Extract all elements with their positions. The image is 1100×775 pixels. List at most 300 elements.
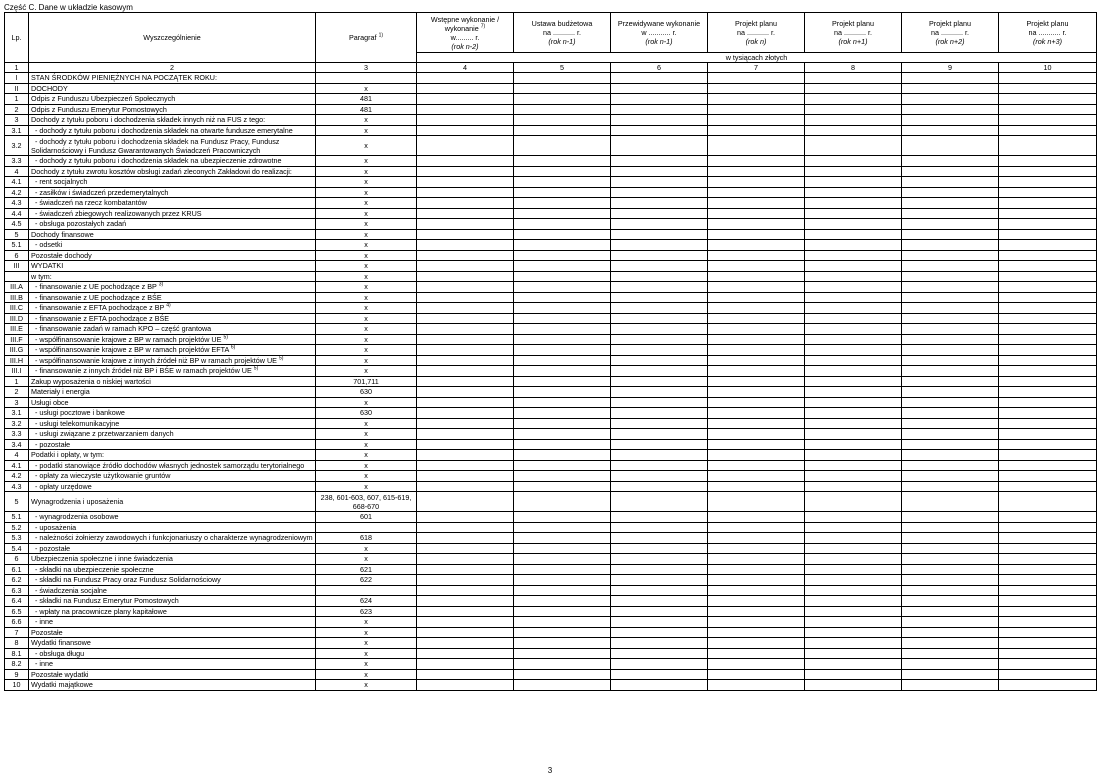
- value-cell[interactable]: [708, 564, 805, 575]
- value-cell[interactable]: [611, 115, 708, 126]
- value-cell[interactable]: [708, 292, 805, 303]
- value-cell[interactable]: [417, 564, 514, 575]
- value-cell[interactable]: [514, 334, 611, 345]
- value-cell[interactable]: [708, 83, 805, 94]
- value-cell[interactable]: [417, 282, 514, 293]
- value-cell[interactable]: [805, 492, 902, 512]
- value-cell[interactable]: [708, 125, 805, 136]
- value-cell[interactable]: [902, 282, 999, 293]
- value-cell[interactable]: [708, 627, 805, 638]
- value-cell[interactable]: [902, 669, 999, 680]
- value-cell[interactable]: [805, 512, 902, 523]
- value-cell[interactable]: [805, 303, 902, 314]
- value-cell[interactable]: [514, 439, 611, 450]
- value-cell[interactable]: [708, 198, 805, 209]
- value-cell[interactable]: [902, 659, 999, 670]
- value-cell[interactable]: [999, 303, 1097, 314]
- value-cell[interactable]: [805, 376, 902, 387]
- value-cell[interactable]: [611, 617, 708, 628]
- value-cell[interactable]: [902, 261, 999, 272]
- value-cell[interactable]: [805, 418, 902, 429]
- value-cell[interactable]: [999, 522, 1097, 533]
- value-cell[interactable]: [999, 187, 1097, 198]
- value-cell[interactable]: [708, 187, 805, 198]
- value-cell[interactable]: [805, 313, 902, 324]
- value-cell[interactable]: [417, 627, 514, 638]
- value-cell[interactable]: [999, 564, 1097, 575]
- value-cell[interactable]: [805, 408, 902, 419]
- value-cell[interactable]: [902, 680, 999, 691]
- value-cell[interactable]: [999, 292, 1097, 303]
- value-cell[interactable]: [514, 229, 611, 240]
- value-cell[interactable]: [999, 94, 1097, 105]
- value-cell[interactable]: [514, 397, 611, 408]
- value-cell[interactable]: [805, 292, 902, 303]
- value-cell[interactable]: [902, 355, 999, 366]
- value-cell[interactable]: [514, 606, 611, 617]
- value-cell[interactable]: [999, 198, 1097, 209]
- value-cell[interactable]: [999, 250, 1097, 261]
- value-cell[interactable]: [708, 355, 805, 366]
- value-cell[interactable]: [611, 177, 708, 188]
- value-cell[interactable]: [611, 83, 708, 94]
- value-cell[interactable]: [611, 492, 708, 512]
- value-cell[interactable]: [805, 156, 902, 167]
- value-cell[interactable]: [902, 166, 999, 177]
- value-cell[interactable]: [805, 136, 902, 156]
- value-cell[interactable]: [417, 543, 514, 554]
- value-cell[interactable]: [417, 429, 514, 440]
- value-cell[interactable]: [708, 522, 805, 533]
- value-cell[interactable]: [417, 418, 514, 429]
- value-cell[interactable]: [611, 471, 708, 482]
- value-cell[interactable]: [514, 408, 611, 419]
- value-cell[interactable]: [902, 177, 999, 188]
- value-cell[interactable]: [805, 429, 902, 440]
- value-cell[interactable]: [999, 533, 1097, 544]
- value-cell[interactable]: [611, 680, 708, 691]
- value-cell[interactable]: [611, 596, 708, 607]
- value-cell[interactable]: [902, 418, 999, 429]
- value-cell[interactable]: [514, 104, 611, 115]
- value-cell[interactable]: [708, 136, 805, 156]
- value-cell[interactable]: [805, 261, 902, 272]
- value-cell[interactable]: [708, 585, 805, 596]
- value-cell[interactable]: [902, 250, 999, 261]
- value-cell[interactable]: [611, 512, 708, 523]
- value-cell[interactable]: [708, 219, 805, 230]
- value-cell[interactable]: [514, 366, 611, 377]
- value-cell[interactable]: [805, 554, 902, 565]
- value-cell[interactable]: [611, 366, 708, 377]
- value-cell[interactable]: [708, 492, 805, 512]
- value-cell[interactable]: [999, 439, 1097, 450]
- value-cell[interactable]: [611, 418, 708, 429]
- value-cell[interactable]: [902, 585, 999, 596]
- value-cell[interactable]: [902, 471, 999, 482]
- value-cell[interactable]: [708, 418, 805, 429]
- value-cell[interactable]: [902, 73, 999, 84]
- value-cell[interactable]: [417, 533, 514, 544]
- value-cell[interactable]: [514, 250, 611, 261]
- value-cell[interactable]: [514, 418, 611, 429]
- value-cell[interactable]: [611, 460, 708, 471]
- value-cell[interactable]: [514, 166, 611, 177]
- value-cell[interactable]: [514, 115, 611, 126]
- value-cell[interactable]: [805, 481, 902, 492]
- value-cell[interactable]: [514, 156, 611, 167]
- value-cell[interactable]: [708, 166, 805, 177]
- value-cell[interactable]: [417, 376, 514, 387]
- value-cell[interactable]: [708, 397, 805, 408]
- value-cell[interactable]: [708, 240, 805, 251]
- value-cell[interactable]: [805, 638, 902, 649]
- value-cell[interactable]: [902, 492, 999, 512]
- value-cell[interactable]: [708, 638, 805, 649]
- value-cell[interactable]: [902, 208, 999, 219]
- value-cell[interactable]: [805, 669, 902, 680]
- value-cell[interactable]: [805, 366, 902, 377]
- value-cell[interactable]: [902, 313, 999, 324]
- value-cell[interactable]: [999, 627, 1097, 638]
- value-cell[interactable]: [611, 261, 708, 272]
- value-cell[interactable]: [611, 659, 708, 670]
- value-cell[interactable]: [611, 282, 708, 293]
- value-cell[interactable]: [417, 292, 514, 303]
- value-cell[interactable]: [902, 125, 999, 136]
- value-cell[interactable]: [999, 648, 1097, 659]
- value-cell[interactable]: [417, 240, 514, 251]
- value-cell[interactable]: [708, 156, 805, 167]
- value-cell[interactable]: [708, 334, 805, 345]
- value-cell[interactable]: [708, 471, 805, 482]
- value-cell[interactable]: [417, 387, 514, 398]
- value-cell[interactable]: [805, 94, 902, 105]
- value-cell[interactable]: [902, 627, 999, 638]
- value-cell[interactable]: [417, 187, 514, 198]
- value-cell[interactable]: [805, 522, 902, 533]
- value-cell[interactable]: [708, 282, 805, 293]
- value-cell[interactable]: [902, 617, 999, 628]
- value-cell[interactable]: [902, 439, 999, 450]
- value-cell[interactable]: [708, 481, 805, 492]
- value-cell[interactable]: [514, 585, 611, 596]
- value-cell[interactable]: [805, 208, 902, 219]
- value-cell[interactable]: [611, 408, 708, 419]
- value-cell[interactable]: [708, 250, 805, 261]
- value-cell[interactable]: [999, 73, 1097, 84]
- value-cell[interactable]: [902, 366, 999, 377]
- value-cell[interactable]: [611, 387, 708, 398]
- value-cell[interactable]: [417, 250, 514, 261]
- value-cell[interactable]: [611, 345, 708, 356]
- value-cell[interactable]: [708, 115, 805, 126]
- value-cell[interactable]: [514, 345, 611, 356]
- value-cell[interactable]: [708, 439, 805, 450]
- value-cell[interactable]: [514, 292, 611, 303]
- value-cell[interactable]: [708, 366, 805, 377]
- value-cell[interactable]: [514, 282, 611, 293]
- value-cell[interactable]: [611, 187, 708, 198]
- value-cell[interactable]: [514, 669, 611, 680]
- value-cell[interactable]: [805, 355, 902, 366]
- value-cell[interactable]: [999, 617, 1097, 628]
- value-cell[interactable]: [902, 554, 999, 565]
- value-cell[interactable]: [999, 282, 1097, 293]
- value-cell[interactable]: [417, 303, 514, 314]
- value-cell[interactable]: [902, 94, 999, 105]
- value-cell[interactable]: [805, 177, 902, 188]
- value-cell[interactable]: [417, 492, 514, 512]
- value-cell[interactable]: [417, 575, 514, 586]
- value-cell[interactable]: [999, 104, 1097, 115]
- value-cell[interactable]: [611, 522, 708, 533]
- value-cell[interactable]: [514, 324, 611, 335]
- value-cell[interactable]: [805, 125, 902, 136]
- value-cell[interactable]: [902, 397, 999, 408]
- value-cell[interactable]: [417, 219, 514, 230]
- value-cell[interactable]: [417, 659, 514, 670]
- value-cell[interactable]: [611, 481, 708, 492]
- value-cell[interactable]: [902, 115, 999, 126]
- value-cell[interactable]: [417, 345, 514, 356]
- value-cell[interactable]: [999, 271, 1097, 282]
- value-cell[interactable]: [902, 512, 999, 523]
- value-cell[interactable]: [514, 261, 611, 272]
- value-cell[interactable]: [611, 450, 708, 461]
- value-cell[interactable]: [708, 533, 805, 544]
- value-cell[interactable]: [902, 334, 999, 345]
- value-cell[interactable]: [805, 334, 902, 345]
- value-cell[interactable]: [805, 104, 902, 115]
- value-cell[interactable]: [611, 292, 708, 303]
- value-cell[interactable]: [708, 324, 805, 335]
- value-cell[interactable]: [611, 669, 708, 680]
- value-cell[interactable]: [999, 83, 1097, 94]
- value-cell[interactable]: [999, 543, 1097, 554]
- value-cell[interactable]: [708, 303, 805, 314]
- value-cell[interactable]: [611, 229, 708, 240]
- value-cell[interactable]: [999, 229, 1097, 240]
- value-cell[interactable]: [417, 439, 514, 450]
- value-cell[interactable]: [902, 219, 999, 230]
- value-cell[interactable]: [514, 387, 611, 398]
- value-cell[interactable]: [611, 156, 708, 167]
- value-cell[interactable]: [611, 439, 708, 450]
- value-cell[interactable]: [805, 450, 902, 461]
- value-cell[interactable]: [708, 648, 805, 659]
- value-cell[interactable]: [514, 313, 611, 324]
- value-cell[interactable]: [999, 408, 1097, 419]
- value-cell[interactable]: [514, 355, 611, 366]
- value-cell[interactable]: [805, 166, 902, 177]
- value-cell[interactable]: [805, 439, 902, 450]
- value-cell[interactable]: [902, 376, 999, 387]
- value-cell[interactable]: [708, 104, 805, 115]
- value-cell[interactable]: [417, 397, 514, 408]
- value-cell[interactable]: [902, 648, 999, 659]
- value-cell[interactable]: [417, 481, 514, 492]
- value-cell[interactable]: [999, 680, 1097, 691]
- value-cell[interactable]: [805, 229, 902, 240]
- value-cell[interactable]: [902, 345, 999, 356]
- value-cell[interactable]: [708, 387, 805, 398]
- value-cell[interactable]: [902, 429, 999, 440]
- value-cell[interactable]: [514, 627, 611, 638]
- value-cell[interactable]: [999, 366, 1097, 377]
- value-cell[interactable]: [805, 387, 902, 398]
- value-cell[interactable]: [417, 125, 514, 136]
- value-cell[interactable]: [999, 512, 1097, 523]
- value-cell[interactable]: [999, 669, 1097, 680]
- value-cell[interactable]: [611, 575, 708, 586]
- value-cell[interactable]: [999, 460, 1097, 471]
- value-cell[interactable]: [611, 585, 708, 596]
- value-cell[interactable]: [999, 324, 1097, 335]
- value-cell[interactable]: [417, 460, 514, 471]
- value-cell[interactable]: [611, 564, 708, 575]
- value-cell[interactable]: [417, 73, 514, 84]
- value-cell[interactable]: [805, 606, 902, 617]
- value-cell[interactable]: [611, 533, 708, 544]
- value-cell[interactable]: [514, 376, 611, 387]
- value-cell[interactable]: [417, 638, 514, 649]
- value-cell[interactable]: [999, 481, 1097, 492]
- value-cell[interactable]: [805, 596, 902, 607]
- value-cell[interactable]: [708, 229, 805, 240]
- value-cell[interactable]: [417, 83, 514, 94]
- value-cell[interactable]: [708, 73, 805, 84]
- value-cell[interactable]: [805, 250, 902, 261]
- value-cell[interactable]: [611, 355, 708, 366]
- value-cell[interactable]: [805, 659, 902, 670]
- value-cell[interactable]: [805, 397, 902, 408]
- value-cell[interactable]: [999, 166, 1097, 177]
- value-cell[interactable]: [999, 334, 1097, 345]
- value-cell[interactable]: [514, 219, 611, 230]
- value-cell[interactable]: [805, 282, 902, 293]
- value-cell[interactable]: [999, 418, 1097, 429]
- value-cell[interactable]: [611, 397, 708, 408]
- value-cell[interactable]: [708, 94, 805, 105]
- value-cell[interactable]: [805, 648, 902, 659]
- value-cell[interactable]: [902, 292, 999, 303]
- value-cell[interactable]: [611, 136, 708, 156]
- value-cell[interactable]: [999, 575, 1097, 586]
- value-cell[interactable]: [514, 125, 611, 136]
- value-cell[interactable]: [611, 313, 708, 324]
- value-cell[interactable]: [999, 450, 1097, 461]
- value-cell[interactable]: [708, 429, 805, 440]
- value-cell[interactable]: [417, 324, 514, 335]
- value-cell[interactable]: [708, 177, 805, 188]
- value-cell[interactable]: [417, 450, 514, 461]
- value-cell[interactable]: [999, 376, 1097, 387]
- value-cell[interactable]: [417, 198, 514, 209]
- value-cell[interactable]: [805, 198, 902, 209]
- value-cell[interactable]: [611, 208, 708, 219]
- value-cell[interactable]: [611, 627, 708, 638]
- value-cell[interactable]: [611, 334, 708, 345]
- value-cell[interactable]: [999, 345, 1097, 356]
- value-cell[interactable]: [999, 429, 1097, 440]
- value-cell[interactable]: [999, 554, 1097, 565]
- value-cell[interactable]: [611, 606, 708, 617]
- value-cell[interactable]: [902, 187, 999, 198]
- value-cell[interactable]: [708, 345, 805, 356]
- value-cell[interactable]: [805, 680, 902, 691]
- value-cell[interactable]: [902, 460, 999, 471]
- value-cell[interactable]: [902, 596, 999, 607]
- value-cell[interactable]: [708, 659, 805, 670]
- value-cell[interactable]: [902, 638, 999, 649]
- value-cell[interactable]: [902, 543, 999, 554]
- value-cell[interactable]: [708, 680, 805, 691]
- value-cell[interactable]: [514, 177, 611, 188]
- value-cell[interactable]: [902, 606, 999, 617]
- value-cell[interactable]: [514, 533, 611, 544]
- value-cell[interactable]: [708, 543, 805, 554]
- value-cell[interactable]: [708, 596, 805, 607]
- value-cell[interactable]: [514, 198, 611, 209]
- value-cell[interactable]: [417, 669, 514, 680]
- value-cell[interactable]: [805, 543, 902, 554]
- value-cell[interactable]: [514, 303, 611, 314]
- value-cell[interactable]: [417, 648, 514, 659]
- value-cell[interactable]: [999, 219, 1097, 230]
- value-cell[interactable]: [611, 104, 708, 115]
- value-cell[interactable]: [708, 617, 805, 628]
- value-cell[interactable]: [708, 313, 805, 324]
- value-cell[interactable]: [708, 669, 805, 680]
- value-cell[interactable]: [805, 324, 902, 335]
- value-cell[interactable]: [999, 355, 1097, 366]
- value-cell[interactable]: [611, 376, 708, 387]
- value-cell[interactable]: [708, 606, 805, 617]
- value-cell[interactable]: [611, 166, 708, 177]
- value-cell[interactable]: [514, 471, 611, 482]
- value-cell[interactable]: [417, 617, 514, 628]
- value-cell[interactable]: [417, 104, 514, 115]
- value-cell[interactable]: [805, 271, 902, 282]
- value-cell[interactable]: [999, 638, 1097, 649]
- value-cell[interactable]: [417, 313, 514, 324]
- value-cell[interactable]: [805, 219, 902, 230]
- value-cell[interactable]: [805, 83, 902, 94]
- value-cell[interactable]: [514, 208, 611, 219]
- value-cell[interactable]: [611, 648, 708, 659]
- value-cell[interactable]: [999, 177, 1097, 188]
- value-cell[interactable]: [417, 271, 514, 282]
- value-cell[interactable]: [902, 408, 999, 419]
- value-cell[interactable]: [514, 83, 611, 94]
- value-cell[interactable]: [999, 313, 1097, 324]
- value-cell[interactable]: [902, 387, 999, 398]
- value-cell[interactable]: [514, 554, 611, 565]
- value-cell[interactable]: [417, 156, 514, 167]
- value-cell[interactable]: [708, 512, 805, 523]
- value-cell[interactable]: [805, 533, 902, 544]
- value-cell[interactable]: [611, 250, 708, 261]
- value-cell[interactable]: [514, 596, 611, 607]
- value-cell[interactable]: [708, 261, 805, 272]
- value-cell[interactable]: [902, 104, 999, 115]
- value-cell[interactable]: [805, 564, 902, 575]
- value-cell[interactable]: [417, 512, 514, 523]
- value-cell[interactable]: [902, 271, 999, 282]
- value-cell[interactable]: [805, 240, 902, 251]
- value-cell[interactable]: [514, 522, 611, 533]
